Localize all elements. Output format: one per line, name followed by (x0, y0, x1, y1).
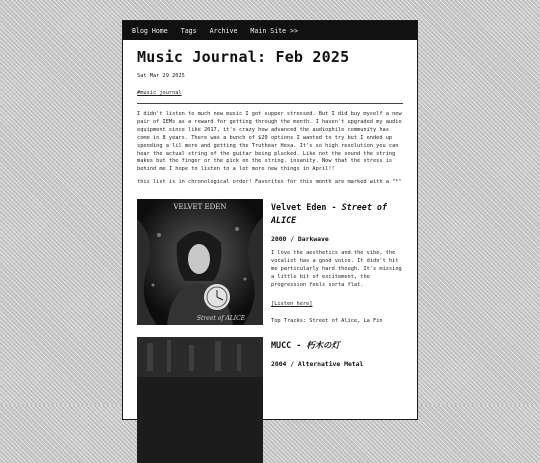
album-artist: Velvet Eden (271, 202, 327, 213)
listen-here-link[interactable]: [Listen here] (271, 300, 313, 307)
order-note: this list is in chronological order! Favorites for this month are marked with a "*" (137, 179, 402, 186)
post-content (123, 40, 417, 463)
album-heading (271, 201, 403, 227)
intro-paragraph: I didn't listen to much new music I got supper stressed. But I did buy myself a new pair of IEMs as a reward for getting through the month. I haven't upgraded my audio equipment since like 2017, it's crazy how advanced the audiophile community has come in 8 years. There was a bunch of $20 options I wanted to try but I ended up spending a lil more and getting the Truthear Hexa. It's so high resolution you can hear the actual string of the guitar being plucked. Like not the sound the string makes but the finger or the pick on the string. insanity. Now that the stress is behind me I hope to listen to a lot more new things in April!! (137, 111, 402, 173)
album-year-genre: 2000 / Darkwave (271, 235, 329, 244)
divider (137, 103, 403, 104)
album-review: I love the aesthetics and the vibe, the vocalist has a good voice. It didn't hit me particularly hard though. It's missing a little bit of excitement, the progression feels sorta flat. (271, 250, 402, 288)
album-year-genre: 2004 / Alternative Metal (271, 360, 364, 369)
album-separator: - (291, 340, 307, 351)
album-cover-art (137, 199, 263, 325)
album-entry (137, 337, 403, 463)
nav-tags-link[interactable]: Tags (180, 26, 197, 35)
album-info (271, 337, 403, 463)
nav-blog-home-link[interactable]: Blog Home (132, 26, 168, 35)
post-date: Sat Mar 29 2025 (137, 73, 185, 79)
album-cover-image (137, 337, 263, 463)
post-tag-link[interactable]: #music_journal (137, 90, 182, 96)
album-separator: - (326, 202, 342, 213)
album-title: 朽木の灯 (306, 340, 340, 351)
album-artist: MUCC (271, 340, 292, 351)
album-heading (271, 339, 403, 352)
album-cover-image (137, 199, 263, 325)
album-top-tracks: Top Tracks: Street of Alice, La Fin (271, 317, 383, 324)
cover-band-name: VELVET EDEN (173, 203, 227, 212)
album-title: Street of ALICE (271, 202, 387, 226)
page-container (122, 20, 418, 420)
cover-album-name: Street of ALICE (196, 315, 246, 323)
top-navbar (123, 21, 417, 40)
album-cover-art (137, 337, 263, 463)
album-info (271, 199, 403, 325)
nav-main-site-link[interactable]: Main Site >> (250, 26, 299, 35)
album-entry (137, 199, 403, 325)
post-title: Music Journal: Feb 2025 (137, 48, 350, 66)
nav-archive-link[interactable]: Archive (209, 26, 238, 35)
